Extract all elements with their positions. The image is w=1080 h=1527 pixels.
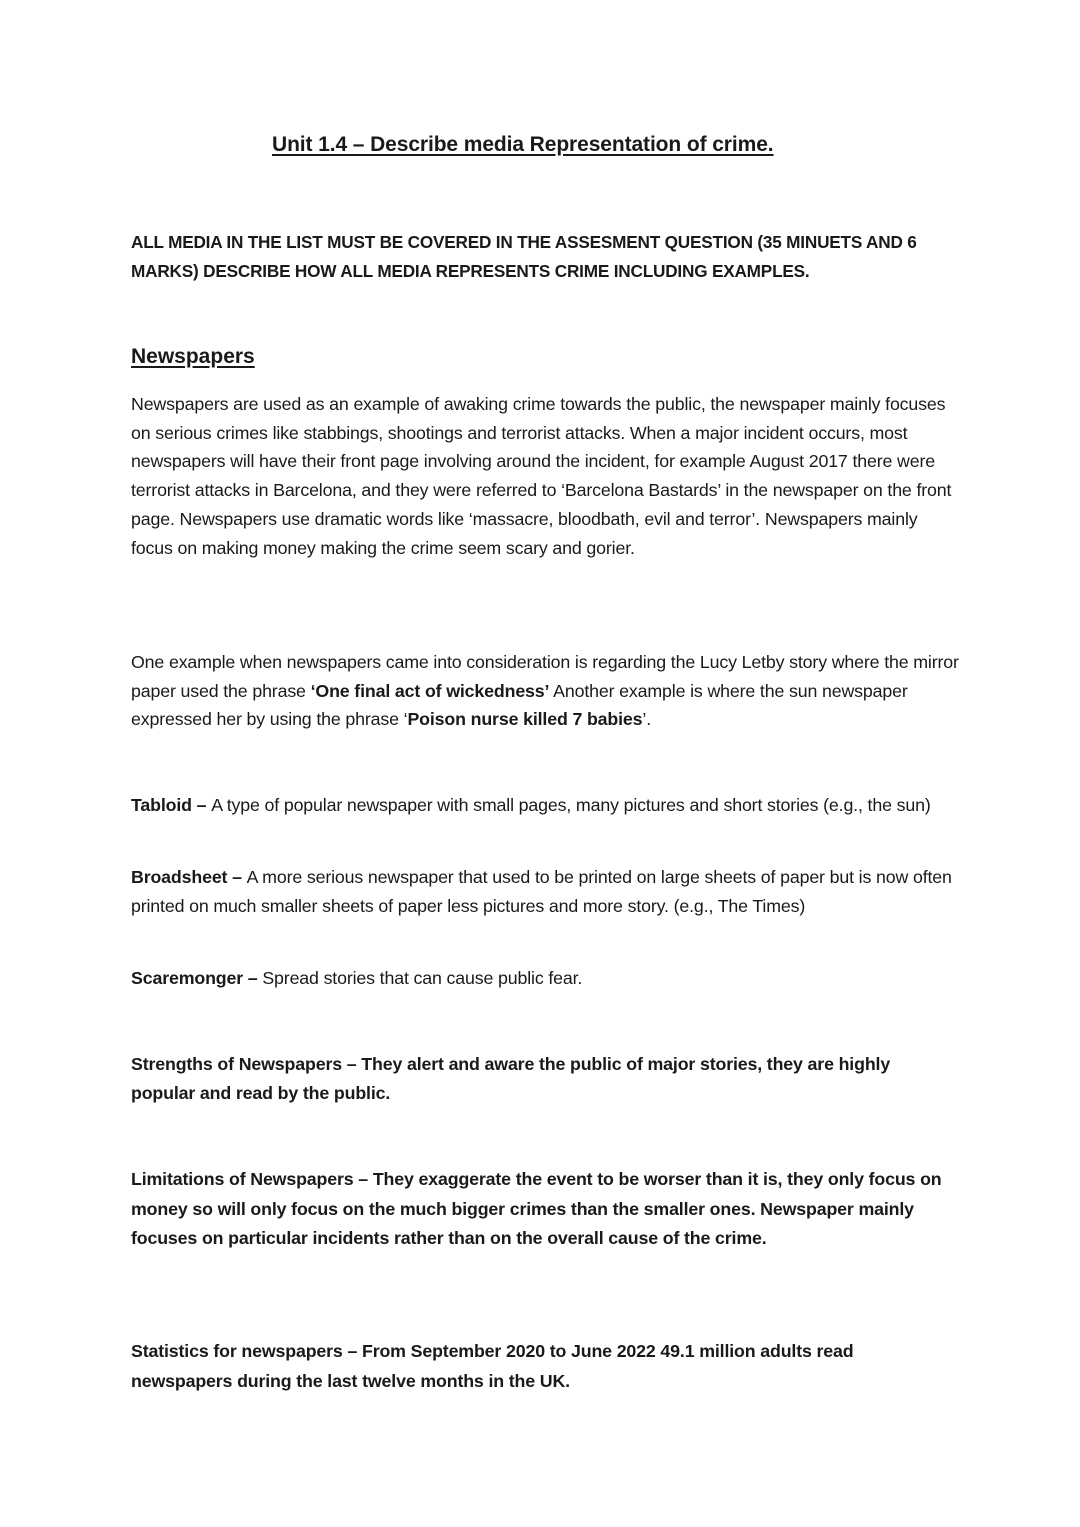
- definition-text: A type of popular newspaper with small pages, many pictures and short stories (e.g., the sun): [211, 795, 931, 815]
- example-text-1: One example when newspapers came into consideration is regarding the Lucy Letby story where the mirror paper used the phrase: [131, 652, 959, 701]
- limitations-paragraph: Limitations of Newspapers – They exaggerate the event to be worser than it is, they only focus on money so will only focus on the much bigger crimes than the smaller ones. Newspaper mainly focuses on particular incidents rather than on the overall cause of the crime.: [131, 1169, 942, 1248]
- definition-broadsheet: [131, 863, 961, 920]
- definition-term: Broadsheet: [131, 867, 228, 887]
- definition-scaremonger: [131, 964, 961, 993]
- example-paragraph: [131, 648, 961, 734]
- example-text-2: Another example is where the sun newspaper expressed her by using the phrase ‘: [131, 680, 908, 730]
- section-heading-newspapers: Newspapers: [131, 345, 255, 368]
- mirror-quote: ‘One final act of wickedness’: [310, 680, 550, 701]
- intro-paragraph: Newspapers are used as an example of awaking crime towards the public, the newspaper mainly focuses on serious crimes like stabbings, shootings and terrorist attacks. When a major incident occurs, most newspapers will have their front page involving around the incident, for example August 2017 there were terrorist attacks in Barcelona, and they were referred to ‘Barcelona Bastards’ in the newspaper on the front page. Newspapers use dramatic words like ‘massacre, bloodbath, evil and terror’. Newspapers mainly focus on making money making the crime seem scary and gorier.: [131, 394, 952, 558]
- definition-term: Scaremonger: [131, 968, 244, 988]
- page-title: Unit 1.4 – Describe media Representation of crime.: [272, 133, 774, 156]
- example-text-3: ’.: [642, 709, 651, 730]
- strengths-paragraph: Strengths of Newspapers – They alert and aware the public of major stories, they are highly popular and read by the public.: [131, 1054, 891, 1103]
- definition-separator: –: [243, 968, 263, 988]
- definition-term: Tabloid: [131, 795, 192, 815]
- definition-text: A more serious newspaper that used to be printed on large sheets of paper but is now often printed on much smaller sheets of paper less pictures and more story. (e.g., The Times): [131, 867, 952, 916]
- definition-separator: –: [227, 867, 247, 887]
- sun-quote: Poison nurse killed 7 babies: [407, 709, 643, 730]
- definition-separator: –: [191, 795, 212, 815]
- statistics-paragraph: Statistics for newspapers – From September 2020 to June 2022 49.1 million adults read newspapers during the last twelve months in the UK.: [131, 1341, 854, 1391]
- definition-tabloid: [131, 791, 961, 820]
- assessment-instructions: ALL MEDIA IN THE LIST MUST BE COVERED IN THE ASSESMENT QUESTION (35 MINUETS AND 6 MARKS) DESCRIBE HOW ALL MEDIA REPRESENTS CRIME INCLUDING EXAMPLES.: [131, 232, 917, 281]
- definition-text: Spread stories that can cause public fear.: [262, 968, 583, 988]
